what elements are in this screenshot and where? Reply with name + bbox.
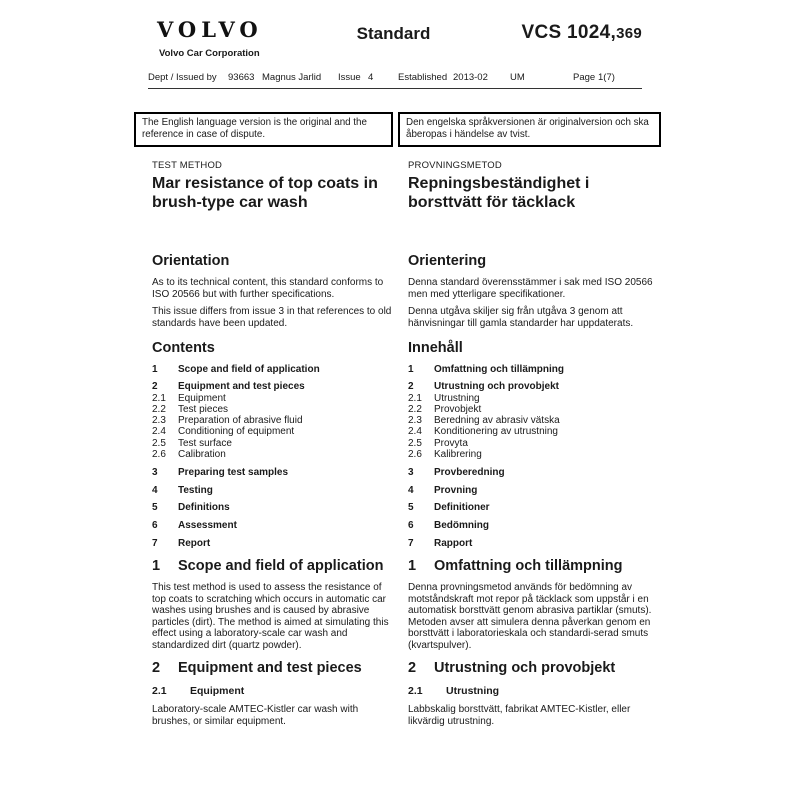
language-notice-en: The English language version is the original and the reference in case of dispute. bbox=[134, 112, 393, 147]
doc-category-sv: PROVNINGSMETOD bbox=[408, 160, 502, 171]
toc-item: 2.2 Test pieces bbox=[152, 403, 229, 415]
column-english bbox=[134, 112, 393, 727]
column-swedish bbox=[398, 112, 661, 727]
toc-item: 6 Bedömning bbox=[408, 520, 489, 532]
table-of-contents-en bbox=[152, 364, 393, 550]
page-value: 1(7) bbox=[598, 72, 615, 83]
toc-item: 3 Preparing test samples bbox=[152, 466, 289, 478]
toc-item: 2.3 Preparation of abrasive fluid bbox=[152, 415, 303, 427]
document-number-suffix: 369 bbox=[616, 25, 642, 42]
toc-item: 4 Provning bbox=[408, 484, 478, 496]
toc-item: 2.3 Beredning av abrasiv vätska bbox=[408, 415, 560, 427]
toc-item: 2.1 Utrustning bbox=[408, 392, 480, 404]
volvo-logo: VOLVO bbox=[157, 17, 263, 42]
toc-item: 2 Equipment and test pieces bbox=[152, 381, 305, 393]
toc-item: 2.1 Equipment bbox=[152, 392, 226, 404]
toc-item: 6 Assessment bbox=[152, 520, 237, 532]
doc-category-en: TEST METHOD bbox=[152, 160, 223, 171]
section-1-body-en: This test method is used to assess the resistance of top coats to scratching which occurs in automatic car washes using brushes and is caused by abrasive particles (dirt). The method is aimed at simulating this effect using a laboratory-scale car wash and standardized dirt (quartz powder). bbox=[152, 582, 389, 651]
paragraph: As to its technical content, this standard conforms to ISO 20566 but with further specifications. bbox=[152, 277, 384, 300]
toc-item: 2.5 Test surface bbox=[152, 437, 232, 449]
established-value: 2013-02 bbox=[453, 72, 488, 83]
issue-label: Issue bbox=[338, 72, 361, 83]
toc-item: 2.2 Provobjekt bbox=[408, 403, 482, 415]
section-2-heading-en: 2 Equipment and test pieces bbox=[152, 660, 362, 677]
section-2-heading-sv: 2 Utrustning och provobjekt bbox=[408, 660, 616, 677]
orientation-heading-en: Orientation bbox=[152, 253, 230, 269]
paragraph: This issue differs from issue 3 in that references to old standards have been updated. bbox=[152, 306, 392, 329]
two-column-body bbox=[134, 112, 661, 727]
document-title-en: Mar resistance of top coats in brush-type car wash bbox=[152, 175, 378, 211]
toc-item: 2.6 Calibration bbox=[152, 449, 226, 461]
established-label: Established bbox=[398, 72, 448, 83]
document-number-main: VCS 1024, bbox=[521, 22, 617, 43]
document-type-title: Standard bbox=[356, 24, 431, 43]
toc-item: 7 Rapport bbox=[408, 538, 473, 550]
section-1-heading-sv: 1 Omfattning och tillämpning bbox=[408, 558, 623, 575]
paragraph: Denna standard överensstämmer i sak med ISO 20566 men med ytterligare specifikationer. bbox=[408, 277, 653, 300]
toc-item: 5 Definitioner bbox=[408, 502, 490, 514]
toc-item: 1 Omfattning och tillämpning bbox=[408, 363, 564, 375]
language-notice-sv: Den engelska språkversionen är originalversion och ska åberopas i händelse av tvist. bbox=[398, 112, 661, 147]
toc-item: 4 Testing bbox=[152, 484, 213, 496]
column-english-text bbox=[134, 160, 393, 727]
toc-item: 7 Report bbox=[152, 538, 211, 550]
section-2-1-body-en: Laboratory-scale AMTEC-Kistler car wash with brushes, or similar equipment. bbox=[152, 704, 359, 727]
paragraph: Denna utgåva skiljer sig från utgåva 3 genom att hänvisningar till gamla standarder har uppdaterats. bbox=[408, 306, 634, 329]
issue-value: 4 bbox=[368, 72, 374, 83]
section-2-1-heading-en: 2.1 Equipment bbox=[152, 685, 245, 698]
orientation-heading-sv: Orientering bbox=[408, 253, 487, 269]
page-label: Page bbox=[573, 72, 596, 83]
table-of-contents-sv bbox=[408, 364, 661, 550]
toc-item: 2.4 Konditionering av utrustning bbox=[408, 426, 558, 438]
toc-item: 2.4 Conditioning of equipment bbox=[152, 426, 295, 438]
toc-item: 2.6 Kalibrering bbox=[408, 449, 482, 461]
toc-item: 3 Provberedning bbox=[408, 466, 505, 478]
org-code: UM bbox=[510, 72, 525, 83]
document-title-sv: Repningsbeständighet i borsttvätt för täcklack bbox=[408, 175, 590, 211]
section-2-1-heading-sv: 2.1 Utrustning bbox=[408, 685, 500, 698]
section-2-1-body-sv: Labbskalig borsttvätt, fabrikat AMTEC-Kistler, eller likvärdig utrustning. bbox=[408, 704, 631, 727]
document-header bbox=[148, 18, 642, 89]
toc-item: 5 Definitions bbox=[152, 502, 230, 514]
document-number bbox=[521, 22, 642, 44]
column-swedish-text bbox=[398, 160, 661, 727]
dept-label: Dept / Issued by bbox=[148, 72, 217, 83]
toc-item: 2.5 Provyta bbox=[408, 437, 468, 449]
toc-item: 2 Utrustning och provobjekt bbox=[408, 381, 559, 393]
section-1-body-sv: Denna provningsmetod används för bedömning av motståndskraft mot repor på täcklack som uppstår i en automatisk borsttvätt genom abrasiva partiklar (smuts). Metoden avser att simulera denna påverkan genom en borsttvätt i laboratorieskala och standardi-serad smuts (kvartspulver). bbox=[408, 582, 652, 651]
toc-item: 1 Scope and field of application bbox=[152, 363, 320, 375]
dept-code: 93663 bbox=[228, 72, 255, 83]
section-1-heading-en: 1 Scope and field of application bbox=[152, 558, 384, 575]
issued-by: Magnus Jarlid bbox=[262, 72, 322, 83]
standard-document bbox=[134, 18, 661, 727]
document-meta-row bbox=[148, 72, 642, 84]
logo-subtitle: Volvo Car Corporation bbox=[159, 48, 260, 59]
contents-heading-sv: Innehåll bbox=[408, 340, 463, 356]
contents-heading-en: Contents bbox=[152, 340, 215, 356]
